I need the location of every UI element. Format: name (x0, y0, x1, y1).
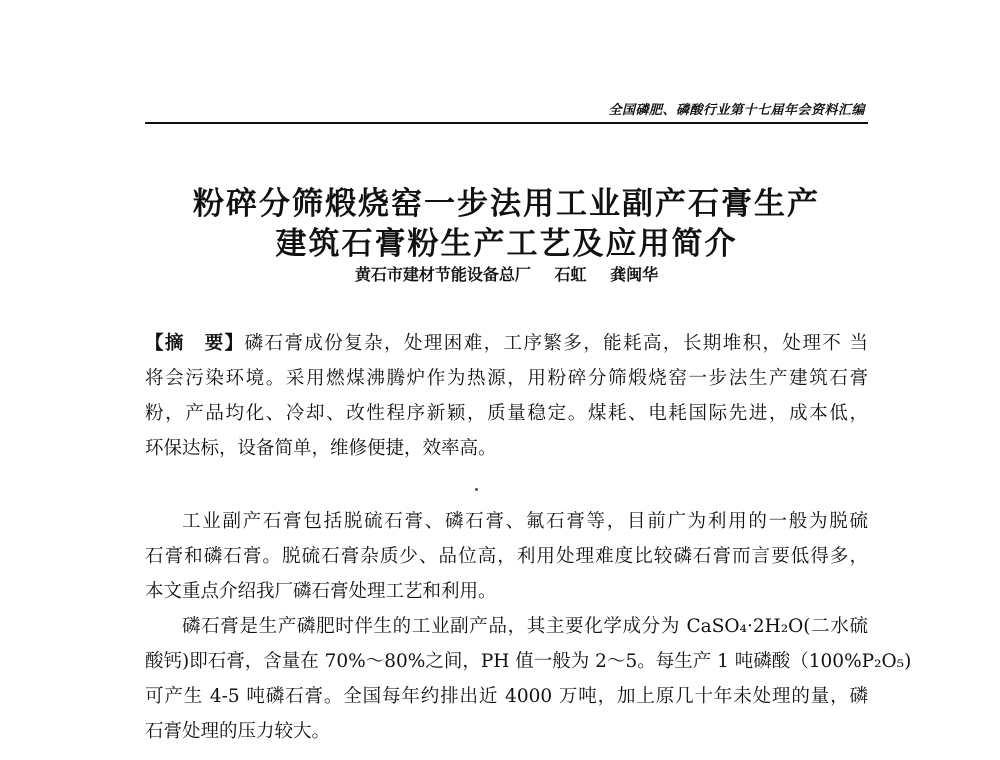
body-line: 工业副产石膏包括脱硫石膏、磷石膏、氟石膏等，目前广为利用的一般为脱硫 (182, 511, 868, 532)
abstract-label: 【摘 要】 (145, 333, 245, 354)
abstract-line: 环保达标，设备简单，维修便捷，效率高。 (145, 438, 497, 459)
body-line: 本文重点介绍我厂磷石膏处理工艺和利用。 (145, 581, 497, 602)
article-title-line-1: 粉碎分筛煅烧窑一步法用工业副产石膏生产 (193, 186, 820, 222)
body-line: 可产生 4-5 吨磷石膏。全国每年约排出近 4000 万吨，加上原几十年未处理的量，磷 (145, 686, 868, 707)
author-name: 龚闽华 (610, 265, 659, 284)
running-header: 全国磷肥、磷酸行业第十七届年会资料汇编 (608, 103, 865, 118)
scan-speck (475, 488, 478, 491)
author-byline (145, 262, 868, 285)
body-line: 磷石膏是生产磷肥时伴生的工业副产品，其主要化学成分为 CaSO₄·2H₂O(二水硫 (182, 616, 868, 637)
body-line: 石膏和磷石膏。脱硫石膏杂质少、品位高，利用处理难度比较磷石膏而言要低得多， (145, 546, 868, 567)
body-line: 酸钙)即石膏，含量在 70%～80%之间，PH 值一般为 2～5。每生产 1 吨磷酸（100%P₂O₅) (145, 651, 912, 672)
abstract-line: 粉，产品均化、冷却、改性程序新颖，质量稳定。煤耗、电耗国际先进，成本低， (145, 403, 868, 424)
header-rule (145, 122, 868, 124)
affiliation: 黄石市建材节能设备总厂 (354, 265, 531, 284)
abstract-line: 将会污染环境。采用燃煤沸腾炉作为热源，用粉碎分筛煅烧窑一步法生产建筑石膏 (145, 368, 868, 389)
body-line: 石膏处理的压力较大。 (145, 721, 331, 742)
author-name: 石虹 (554, 265, 587, 284)
abstract-line: 【摘 要】磷石膏成份复杂，处理困难，工序繁多，能耗高，长期堆积，处理不 当 (145, 333, 868, 354)
article-title-line-2: 建筑石膏粉生产工艺及应用简介 (275, 226, 738, 262)
